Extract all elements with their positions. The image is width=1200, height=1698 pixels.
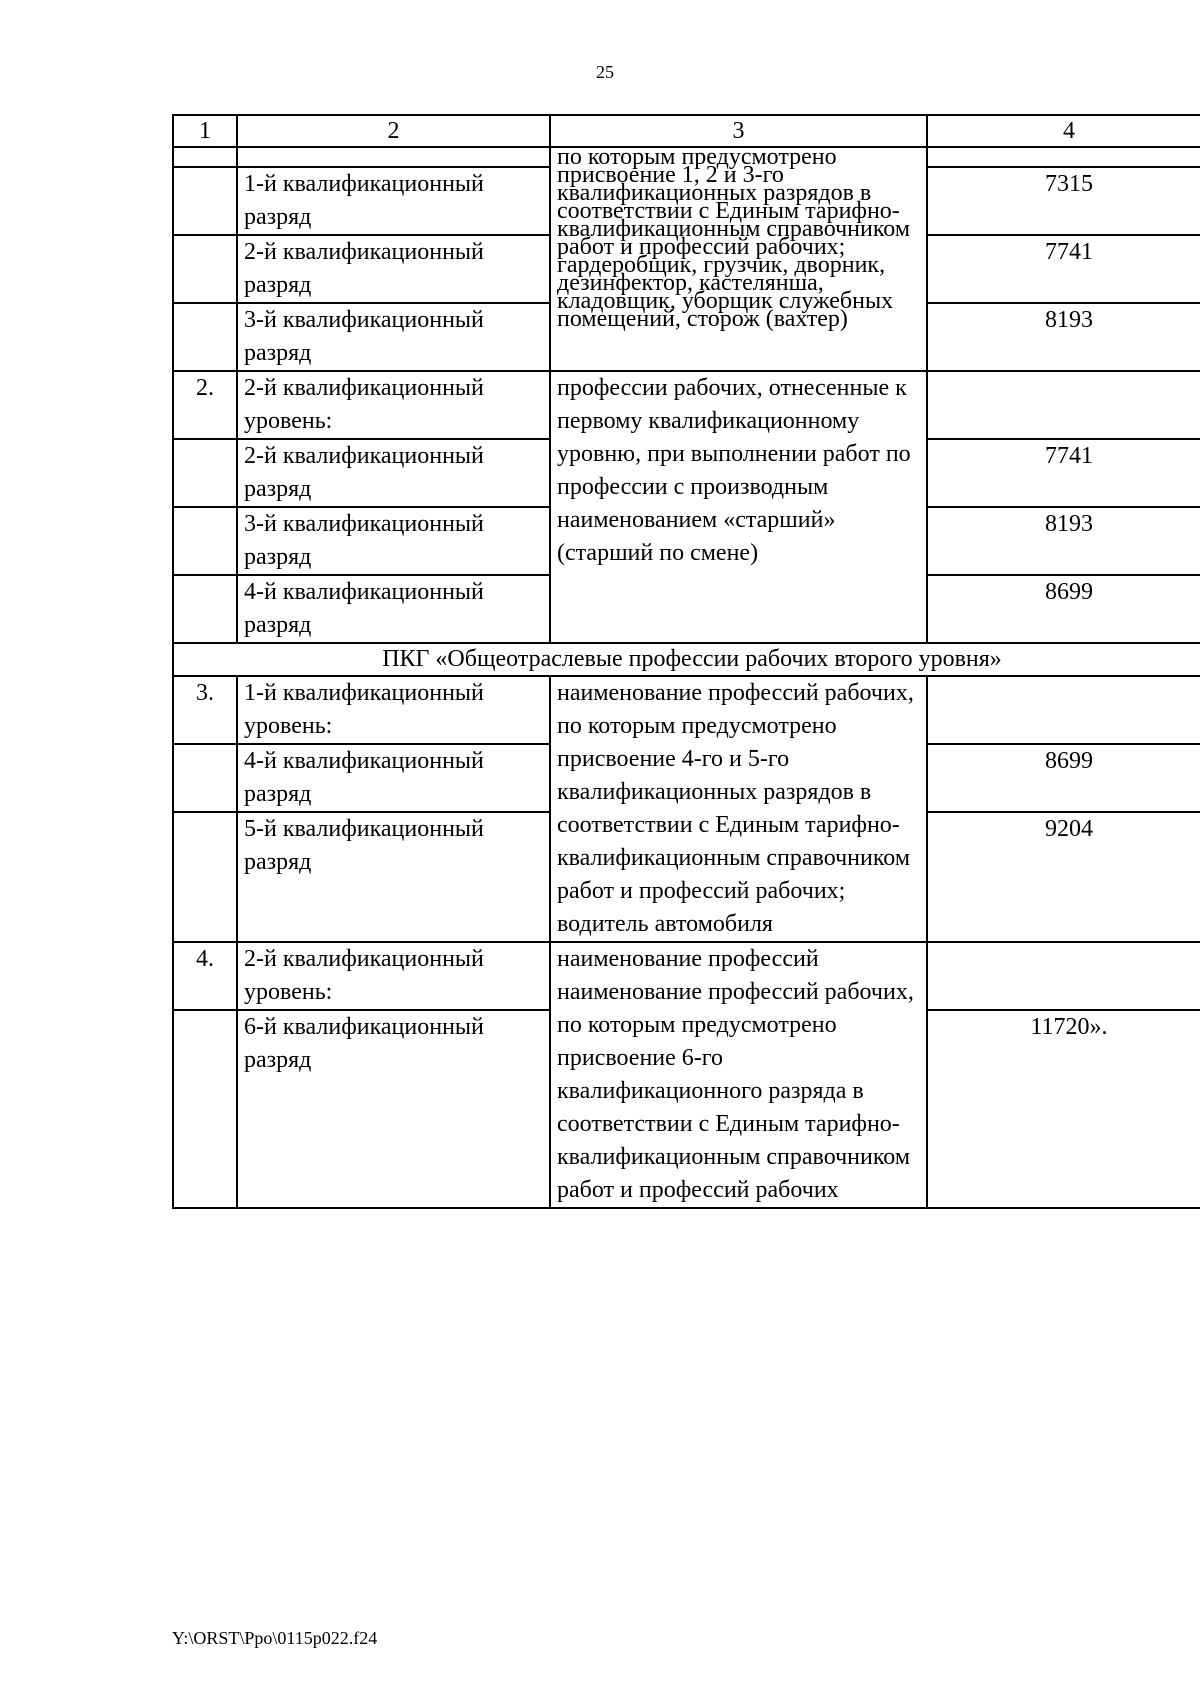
profession-description: наименование профессий рабочих, по которым предусмотрено присвоение 4-го и 5-го квалификационных разрядов в соответствии с Единым тарифно-квалификационным справочником работ и профессий рабочих; водитель автомобиля: [550, 676, 927, 942]
grade-name: 2-й квалификационный разряд: [237, 235, 550, 303]
salary-value: 8699: [927, 575, 1200, 643]
row-number: 2.: [173, 371, 237, 439]
salary-value: 9204: [927, 812, 1200, 942]
grade-name: 4-й квалификационный разряд: [237, 575, 550, 643]
salary-value: 7741: [927, 235, 1200, 303]
page-number: 25: [596, 62, 614, 82]
grade-name: 4-й квалификационный разряд: [237, 744, 550, 812]
table-row: [173, 147, 1200, 167]
table-header-row: [173, 115, 1200, 147]
section-row: [173, 643, 1200, 676]
profession-description: наименование профессий наименование профессий рабочих, по которым предусмотрено присвоение 6-го квалификационного разряда в соответствии с Единым тарифно-квалификационным справочником работ и профессий рабочих: [550, 942, 927, 1208]
profession-description: профессии рабочих, отнесенные к первому квалификационному уровню, при выполнении работ по профессии с производным наименованием «старший» (старший по смене): [550, 371, 927, 643]
grade-name: 3-й квалификационный разряд: [237, 303, 550, 371]
column-header: 4: [927, 115, 1200, 147]
salary-value: 7315: [927, 167, 1200, 235]
section-title: ПКГ «Общеотраслевые профессии рабочих второго уровня»: [173, 643, 1200, 676]
table-row: [173, 371, 1200, 439]
salary-value: 11720».: [927, 1010, 1200, 1208]
level-name: 2-й квалификационный уровень:: [237, 371, 550, 439]
row-number: 3.: [173, 676, 237, 744]
column-header: 2: [237, 115, 550, 147]
profession-description: по которым предусмотрено присвоение 1, 2 и 3-го квалификационных разрядов в соответствии с Единым тарифно-квалификационным справочником работ и профессий рабочих; гардеробщик, грузчик, дворник, дезинфектор, кастелянша, кладовщик, уборщик служебных помещений, сторож (вахтер): [550, 147, 927, 371]
salary-table: [172, 114, 1200, 1209]
grade-name: 2-й квалификационный разряд: [237, 439, 550, 507]
salary-value: 7741: [927, 439, 1200, 507]
row-number: 4.: [173, 942, 237, 1010]
salary-value: 8193: [927, 507, 1200, 575]
column-header: 3: [550, 115, 927, 147]
salary-value: 8699: [927, 744, 1200, 812]
grade-name: 5-й квалификационный разряд: [237, 812, 550, 942]
level-name: 2-й квалификационный уровень:: [237, 942, 550, 1010]
table-row: [173, 676, 1200, 744]
file-path-footer: Y:\ORST\Ppo\0115p022.f24: [172, 1628, 378, 1648]
level-name: 1-й квалификационный уровень:: [237, 676, 550, 744]
grade-name: 3-й квалификационный разряд: [237, 507, 550, 575]
table-row: [173, 942, 1200, 1010]
grade-name: 1-й квалификационный разряд: [237, 167, 550, 235]
salary-value: 8193: [927, 303, 1200, 371]
column-header: 1: [173, 115, 237, 147]
grade-name: 6-й квалификационный разряд: [237, 1010, 550, 1208]
